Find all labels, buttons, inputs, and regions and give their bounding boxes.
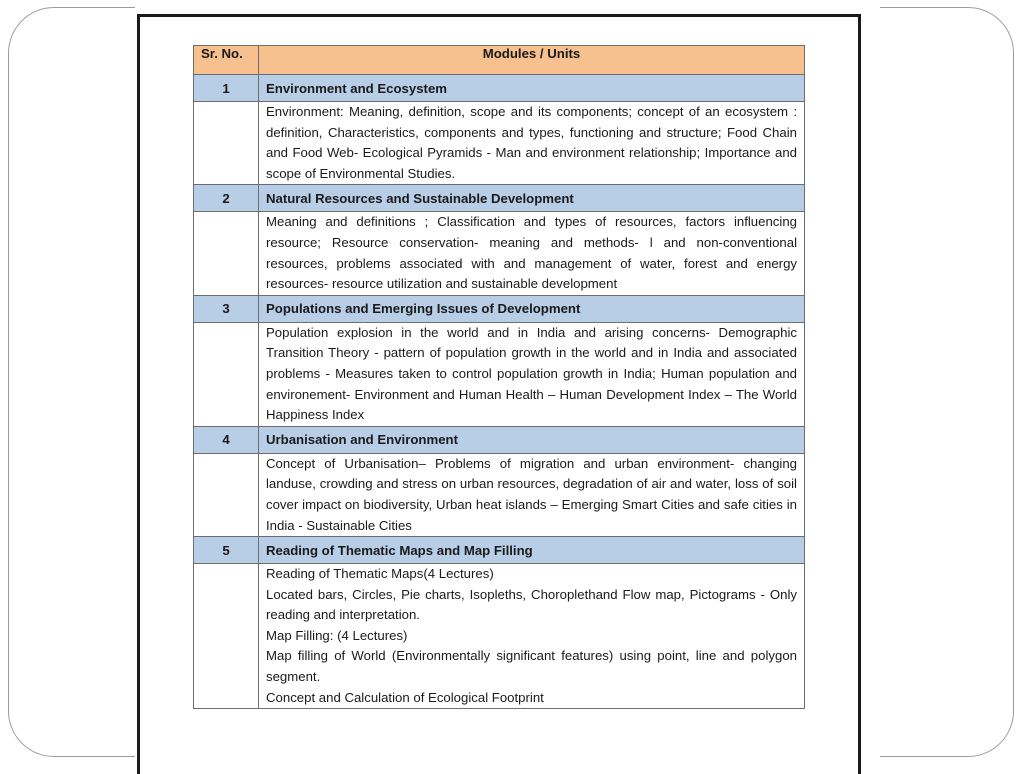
module-number: 1 (194, 75, 259, 102)
module-description (259, 322, 805, 426)
module-number: 3 (194, 295, 259, 322)
empty-cell (194, 322, 259, 426)
module-description (259, 212, 805, 295)
module-title: Populations and Emerging Issues of Development (259, 295, 805, 322)
description-text: Meaning and definitions ; Classification and types of resources, factors influencing resource; Resource conservation- meaning and methods- l and non-conventional resources, problems associated with and management of water, forest and energy resources- resource utilization and sustainable development (266, 214, 797, 292)
description-text: Environment: Meaning, definition, scope and its components; concept of an ecosystem : definition, Characteristics, components and types, functioning and structure; Food Chain and Food Web- Ecological Pyramids - Man and environment relationship; Importance and scope of Environmental Studies. (266, 104, 797, 181)
description-text: Concept of Urbanisation– Problems of migration and urban environment- changing landuse, crowding and stress on urban resources, degradation of air and water, loss of soil cover impact on biodiversity, Urban heat islands – Emerging Smart Cities and safe cities in India - Sustainable Cities (266, 455, 797, 533)
description-text: Located bars, Circles, Pie charts, Isopleths, Choroplethand Flow map, Pictograms - Only reading and interpretation. (266, 586, 797, 623)
module-number: 2 (194, 185, 259, 212)
description-text: Reading of Thematic Maps(4 Lectures) (266, 566, 494, 582)
module-row (194, 426, 805, 453)
module-description-row (194, 102, 805, 185)
module-title: Reading of Thematic Maps and Map Filling (259, 537, 805, 564)
description-text: Map filling of World (Environmentally significant features) using point, line and polygon segment. (266, 648, 797, 685)
header-modules-units: Modules / Units (259, 46, 805, 75)
module-description-row (194, 564, 805, 709)
module-description (259, 453, 805, 536)
syllabus-table (193, 45, 805, 709)
empty-cell (194, 564, 259, 709)
description-text: Map Filling: (4 Lectures) (266, 627, 408, 643)
module-title: Environment and Ecosystem (259, 75, 805, 102)
module-row (194, 185, 805, 212)
module-number: 4 (194, 426, 259, 453)
module-title: Natural Resources and Sustainable Development (259, 185, 805, 212)
module-description-row (194, 212, 805, 295)
empty-cell (194, 453, 259, 536)
table-header-row (194, 46, 805, 75)
module-row (194, 295, 805, 322)
module-title: Urbanisation and Environment (259, 426, 805, 453)
header-sr-no: Sr. No. (194, 46, 259, 75)
empty-cell (194, 102, 259, 185)
module-row (194, 75, 805, 102)
module-description-row (194, 453, 805, 536)
module-description-row (194, 322, 805, 426)
module-number: 5 (194, 537, 259, 564)
description-text: Population explosion in the world and in India and arising concerns- Demographic Transition Theory - pattern of population growth in the world and in India and associated problems - Measures taken to control population growth in India; Human population and environement- Environment and Human Health – Human Development Index – The World Happiness Index (266, 324, 797, 423)
module-description (259, 102, 805, 185)
empty-cell (194, 212, 259, 295)
module-description (259, 564, 805, 709)
module-row (194, 537, 805, 564)
description-text: Concept and Calculation of Ecological Footprint (266, 689, 544, 705)
